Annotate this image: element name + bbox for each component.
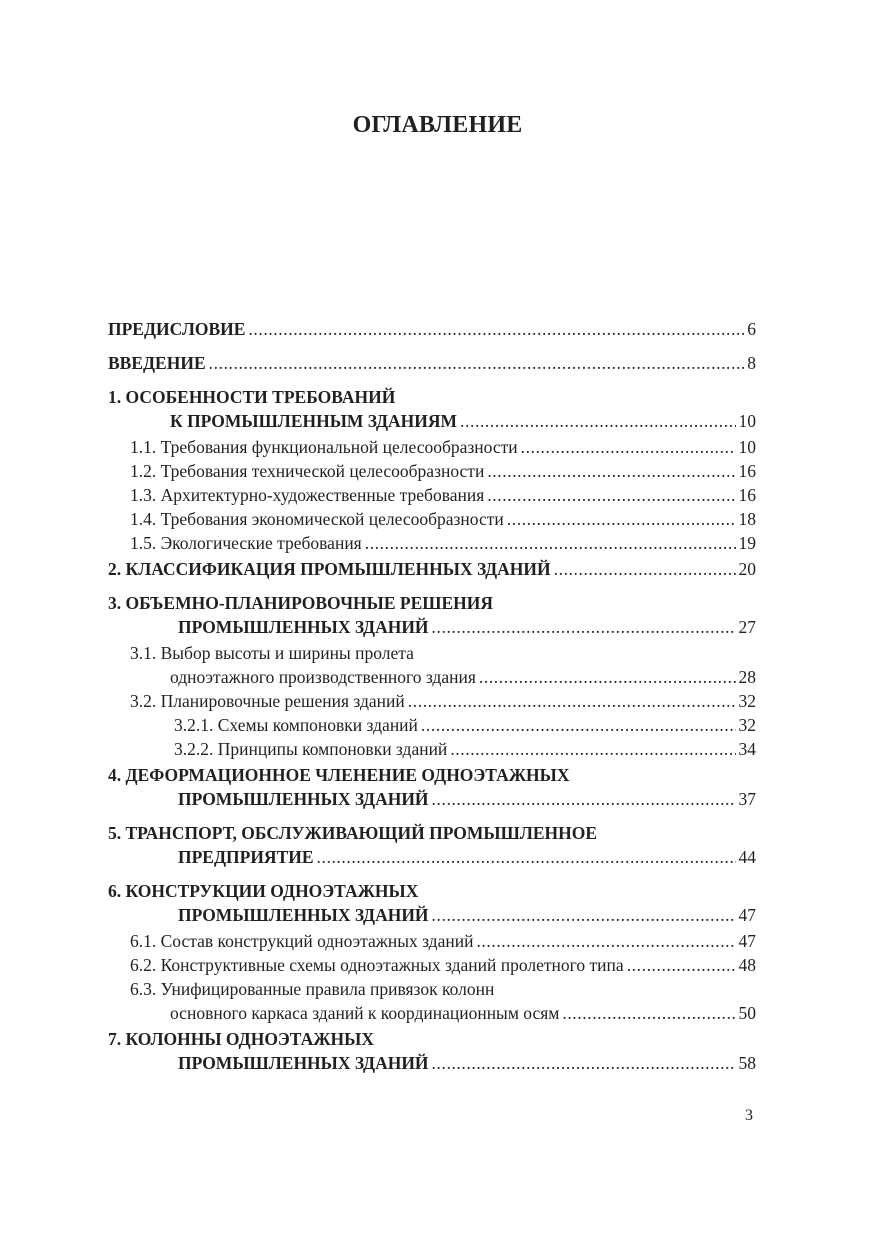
toc-section-1-1 bbox=[108, 435, 756, 459]
toc-page-number: 19 bbox=[738, 533, 756, 553]
toc-chapter-7-line1 bbox=[108, 1027, 756, 1051]
toc-page-number: 6 bbox=[747, 319, 756, 339]
dot-leader bbox=[432, 1051, 736, 1075]
toc-section-1-4 bbox=[108, 507, 756, 531]
toc-section-1-2 bbox=[108, 459, 756, 483]
dot-leader bbox=[432, 615, 736, 639]
dot-leader bbox=[487, 459, 735, 483]
toc-entry-label: основного каркаса зданий к координационным осям bbox=[170, 1003, 560, 1023]
toc-entry-label: 1. ОСОБЕННОСТИ ТРЕБОВАНИЙ bbox=[108, 387, 396, 407]
toc-section-3-1-line1 bbox=[108, 641, 756, 665]
dot-leader bbox=[521, 435, 736, 459]
toc-section-6-2 bbox=[108, 953, 756, 977]
toc-page-number: 44 bbox=[738, 847, 756, 867]
toc-entry-label: 2. КЛАССИФИКАЦИЯ ПРОМЫШЛЕННЫХ ЗДАНИЙ bbox=[108, 559, 551, 579]
page-number: 3 bbox=[745, 1107, 753, 1124]
toc-page-number: 32 bbox=[738, 715, 756, 735]
toc-page-number: 48 bbox=[738, 955, 756, 975]
toc-entry-label: 3.2.2. Принципы компоновки зданий bbox=[174, 739, 448, 759]
toc-section-1-5 bbox=[108, 531, 756, 555]
toc-page-number: 50 bbox=[738, 1003, 756, 1023]
toc-entry-label: 4. ДЕФОРМАЦИОННОЕ ЧЛЕНЕНИЕ ОДНОЭТАЖНЫХ bbox=[108, 765, 570, 785]
toc-entry-label: 3.2. Планировочные решения зданий bbox=[130, 691, 405, 711]
toc-entry-label: ПРОМЫШЛЕННЫХ ЗДАНИЙ bbox=[178, 1053, 429, 1073]
toc-entry-intro bbox=[108, 351, 756, 375]
dot-leader bbox=[460, 409, 735, 433]
toc-page-number: 47 bbox=[738, 931, 756, 951]
dot-leader bbox=[248, 317, 744, 341]
toc-page-number: 28 bbox=[738, 667, 756, 687]
page-title: ОГЛАВЛЕНИЕ bbox=[352, 112, 523, 138]
toc-entry-label: 1.2. Требования технической целесообразности bbox=[130, 461, 485, 481]
toc-chapter-4-line2 bbox=[108, 787, 756, 811]
dot-leader bbox=[317, 845, 736, 869]
dot-leader bbox=[450, 737, 735, 761]
table-of-contents bbox=[108, 317, 756, 1075]
toc-entry-label: 6.1. Состав конструкций одноэтажных зданий bbox=[130, 931, 474, 951]
toc-entry-label: 1.4. Требования экономической целесообразности bbox=[130, 509, 504, 529]
toc-entry-label: ПРОМЫШЛЕННЫХ ЗДАНИЙ bbox=[178, 617, 429, 637]
dot-leader bbox=[432, 787, 736, 811]
dot-leader bbox=[408, 689, 736, 713]
toc-entry-label: 1.5. Экологические требования bbox=[130, 533, 362, 553]
toc-chapter-7-line2 bbox=[108, 1051, 756, 1075]
toc-page-number: 20 bbox=[738, 559, 756, 579]
toc-entry-label: 3. ОБЪЕМНО-ПЛАНИРОВОЧНЫЕ РЕШЕНИЯ bbox=[108, 593, 494, 613]
toc-entry-label: ПРЕДИСЛОВИЕ bbox=[108, 319, 246, 339]
toc-entry-label: К ПРОМЫШЛЕННЫМ ЗДАНИЯМ bbox=[170, 411, 458, 431]
toc-chapter-6-line1 bbox=[108, 879, 756, 903]
dot-leader bbox=[554, 557, 736, 581]
toc-section-3-1-line2 bbox=[108, 665, 756, 689]
toc-page-number: 10 bbox=[738, 411, 756, 431]
toc-section-1-3 bbox=[108, 483, 756, 507]
toc-section-6-1 bbox=[108, 929, 756, 953]
toc-page-number: 18 bbox=[738, 509, 756, 529]
toc-chapter-5-line1 bbox=[108, 821, 756, 845]
toc-entry-label: 5. ТРАНСПОРТ, ОБСЛУЖИВАЮЩИЙ ПРОМЫШЛЕННОЕ bbox=[108, 823, 598, 843]
toc-entry-label: ПРОМЫШЛЕННЫХ ЗДАНИЙ bbox=[178, 905, 429, 925]
toc-chapter-1-line2 bbox=[108, 409, 756, 433]
toc-chapter-6-line2 bbox=[108, 903, 756, 927]
toc-section-6-3-line1 bbox=[108, 977, 756, 1001]
toc-chapter-2 bbox=[108, 557, 756, 581]
toc-entry-label: ВВЕДЕНИЕ bbox=[108, 353, 206, 373]
toc-chapter-3-line1 bbox=[108, 591, 756, 615]
dot-leader bbox=[479, 665, 736, 689]
toc-entry-label: 6.2. Конструктивные схемы одноэтажных зданий пролетного типа bbox=[130, 955, 624, 975]
toc-page-number: 58 bbox=[738, 1053, 756, 1073]
dot-leader bbox=[476, 929, 735, 953]
toc-entry-label: 6. КОНСТРУКЦИИ ОДНОЭТАЖНЫХ bbox=[108, 881, 419, 901]
dot-leader bbox=[365, 531, 736, 555]
toc-chapter-1-line1 bbox=[108, 385, 756, 409]
toc-section-3-2-2 bbox=[108, 737, 756, 761]
toc-page-number: 27 bbox=[738, 617, 756, 637]
toc-entry-label: 6.3. Унифицированные правила привязок колонн bbox=[130, 979, 495, 999]
dot-leader bbox=[432, 903, 736, 927]
toc-entry-label: ПРЕДПРИЯТИЕ bbox=[178, 847, 314, 867]
dot-leader bbox=[562, 1001, 735, 1025]
toc-entry-preface bbox=[108, 317, 756, 341]
dot-leader bbox=[507, 507, 736, 531]
toc-entry-label: 1.1. Требования функциональной целесообразности bbox=[130, 437, 518, 457]
toc-page-number: 8 bbox=[747, 353, 756, 373]
dot-leader bbox=[209, 351, 745, 375]
toc-entry-label: 3.2.1. Схемы компоновки зданий bbox=[174, 715, 418, 735]
toc-page-number: 16 bbox=[738, 461, 756, 481]
toc-entry-label: ПРОМЫШЛЕННЫХ ЗДАНИЙ bbox=[178, 789, 429, 809]
toc-chapter-4-line1 bbox=[108, 763, 756, 787]
dot-leader bbox=[421, 713, 736, 737]
toc-entry-label: одноэтажного производственного здания bbox=[170, 667, 476, 687]
toc-section-6-3-line2 bbox=[108, 1001, 756, 1025]
dot-leader bbox=[487, 483, 735, 507]
toc-chapter-5-line2 bbox=[108, 845, 756, 869]
toc-page-number: 32 bbox=[738, 691, 756, 711]
toc-chapter-3-line2 bbox=[108, 615, 756, 639]
toc-page-number: 10 bbox=[738, 437, 756, 457]
toc-page-number: 47 bbox=[738, 905, 756, 925]
toc-page-number: 16 bbox=[738, 485, 756, 505]
toc-entry-label: 3.1. Выбор высоты и ширины пролета bbox=[130, 643, 414, 663]
toc-entry-label: 1.3. Архитектурно-художественные требования bbox=[130, 485, 485, 505]
toc-page-number: 37 bbox=[738, 789, 756, 809]
dot-leader bbox=[627, 953, 736, 977]
toc-section-3-2 bbox=[108, 689, 756, 713]
toc-page-number: 34 bbox=[738, 739, 756, 759]
toc-section-3-2-1 bbox=[108, 713, 756, 737]
toc-entry-label: 7. КОЛОННЫ ОДНОЭТАЖНЫХ bbox=[108, 1029, 374, 1049]
